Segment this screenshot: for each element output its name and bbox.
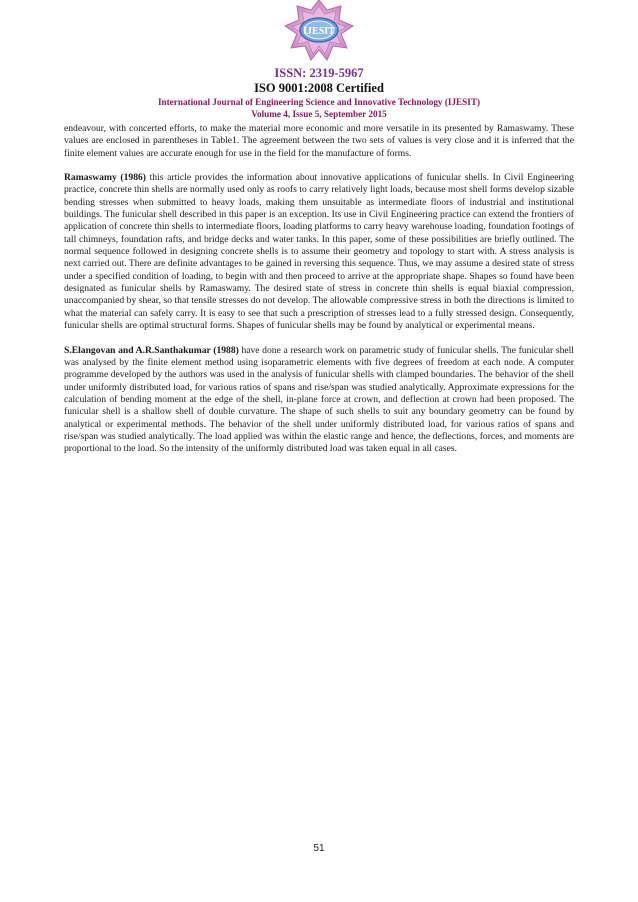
journal-header	[0, 66, 638, 120]
citation-author: S.Elangovan and A.R.Santhakumar (1988)	[64, 344, 239, 356]
citation-author: Ramaswamy (1986)	[64, 172, 146, 184]
paragraph-text: have done a research work on parametric study of funicular shells. The funicular shell was analysed by the finite element method using isoparametric elements with five degrees of freedom at each node. A computer programme developed by the authors was used in the analysis of funicular shells with clamped boundaries. The behavior of the shell under uniformly distributed load, for various ratios of spans and rise/span was studied analytically. Approximate expressions for the calculation of bending moment at the edge of the shell, in-plane force at crown, and deflection at crown had been proposed. The funicular shell is a shallow shell of double curvature. The shape of such shells to suit any boundary geometry can be found by analytical or experimental methods. The behavior of the shell under uniformly distributed load, for various ratios of spans and rise/span was studied analytically. The load applied was within the elastic range and hence, the deflections, forces, and moments are proportional to the load. So the intensity of the uniformly distributed load was taken equal in all cases.	[64, 344, 574, 455]
volume-issue-line: Volume 4, Issue 5, September 2015	[251, 109, 387, 119]
paragraph-elangovan-santhakumar	[64, 345, 574, 456]
paragraph-ramaswamy	[64, 172, 574, 332]
ijesit-logo-graphic	[254, 0, 384, 66]
logo-text: IJESIT	[303, 26, 335, 37]
paragraph-text: endeavour, with concerted efforts, to make the material more economic and more versatile in its presented by Ramaswamy. These values are enclosed in parentheses in Table1. The agreement between the two sets of values is very close and it is inferred that the finite element values are accurate enough for use in the field for the manufacture of forms.	[64, 123, 574, 159]
journal-logo	[254, 0, 384, 66]
page-number: 51	[313, 843, 325, 854]
journal-title: International Journal of Engineering Science and Innovative Technology (IJESIT)	[157, 97, 481, 107]
issn-line: ISSN: 2319-5967	[274, 66, 364, 80]
paragraph-continuation	[64, 123, 574, 160]
iso-certification-line: ISO 9001:2008 Certified	[254, 81, 384, 95]
paragraph-text: this article provides the information about innovative applications of funicular shells. In Civil Engineering practice, concrete thin shells are normally used only as roofs to carry relatively light loads, because most shell forms develop sizable bending stresses when submitted to heavy loads, making them unsuitable as intermediate floors of industrial and institutional buildings. The funicular shell described in this paper is an exception. Its use in Civil Engineering practice can extend the frontiers of application of concrete thin shells to intermediate floors, loading platforms to carry heavy warehouse loading, foundation footings of tall chimneys, foundation rafts, and bridge decks and water tanks. In this paper, some of these possibilities are briefly outlined. The normal sequence followed in designing concrete shells is to assume their geometry and topology to start with. A stress analysis is next carried out. There are definite advantages to be gained in reversing this sequence. Thus, we may assume a desired state of stress under a specified condition of loading, to begin with and then proceed to arrive at the appropriate shape. Shapes so found have been designated as funicular shells by Ramaswamy. The desired state of stress in concrete thin shells is equal biaxial compression, unaccompanied by shear, so that tensile stresses do not develop. The allowable compressive stress in both the directions is limited to what the material can safely carry. It is easy to see that such a prescription of stresses lead to a fully stressed design. Consequently, funicular shells are optimal structural forms. Shapes of funicular shells may be found by analytical or experimental means.	[64, 172, 574, 332]
article-body	[64, 123, 574, 468]
